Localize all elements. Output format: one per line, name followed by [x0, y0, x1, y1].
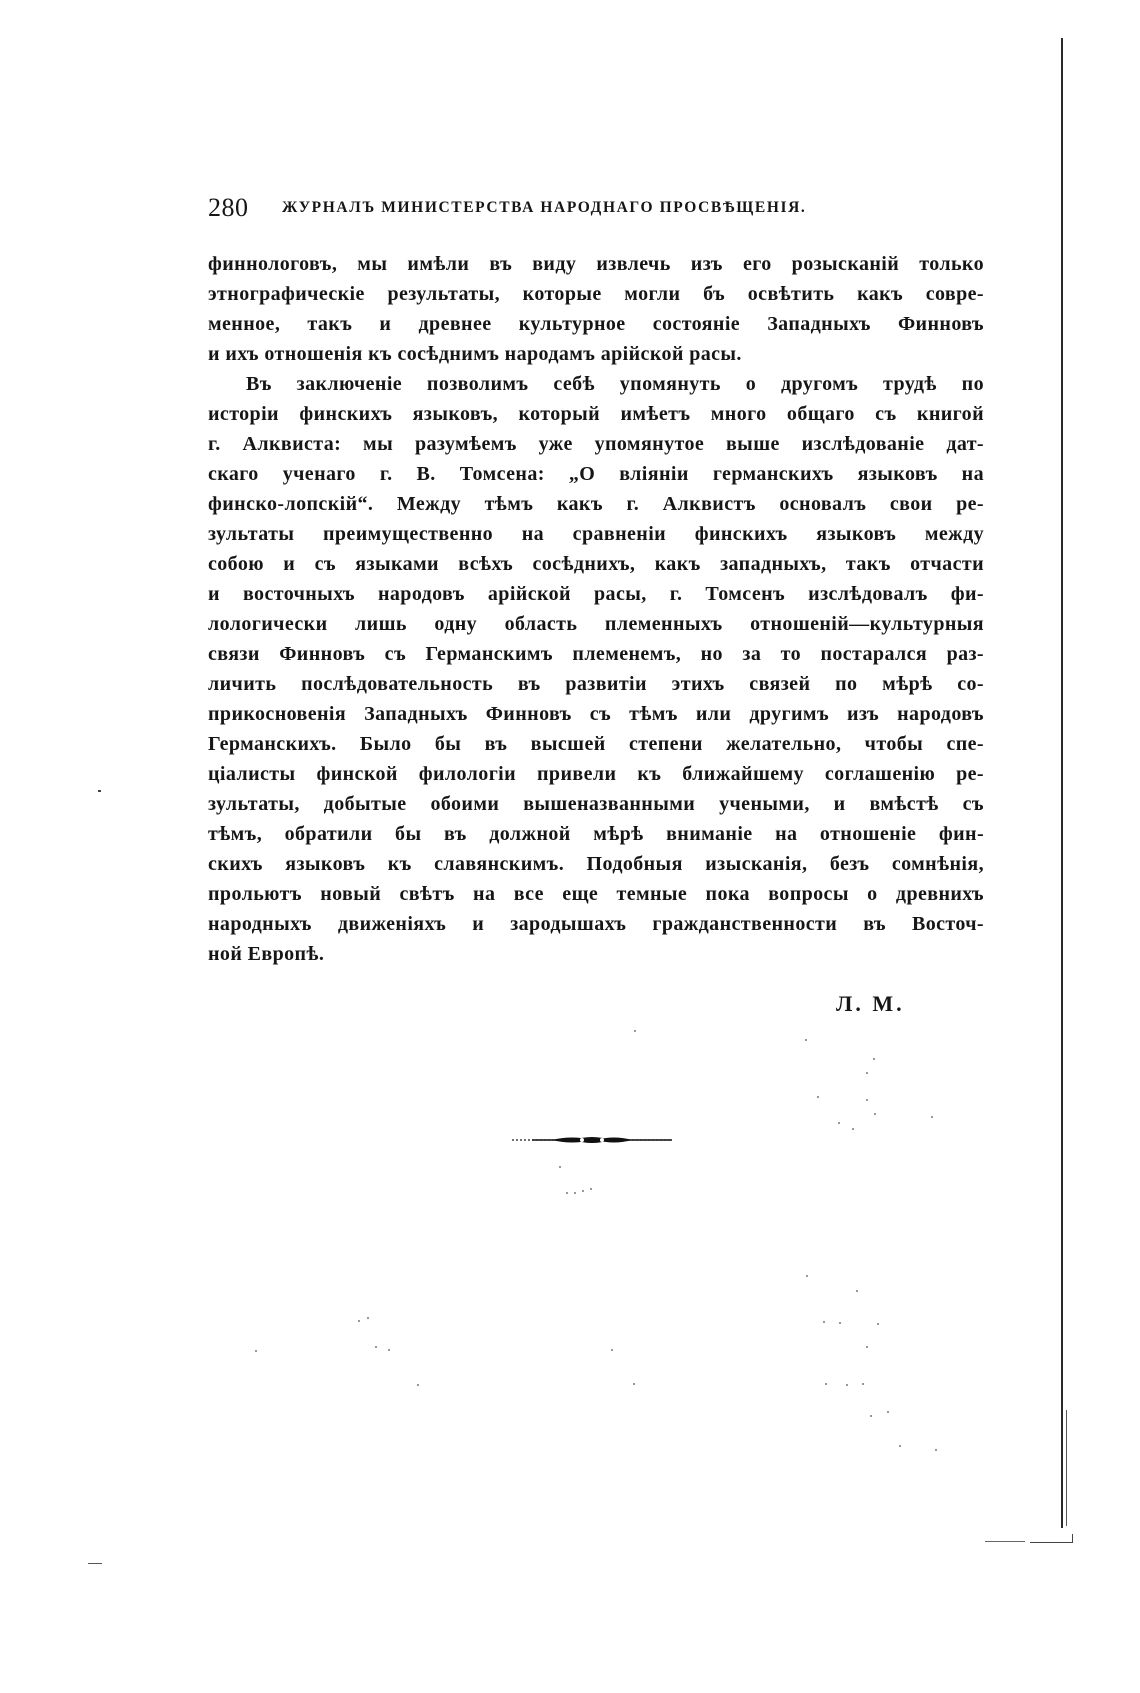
scan-speck — [825, 1383, 827, 1385]
page-number: 280 — [208, 193, 249, 222]
margin-tick — [88, 1563, 102, 1564]
scan-speck — [870, 1415, 872, 1417]
text-line: народныхъ движеніяхъ и зародышахъ гражданственности въ Восточ- — [208, 913, 984, 935]
scan-speck — [877, 1323, 879, 1325]
text-line: и восточныхъ народовъ арійской расы, г. Томсенъ изслѣдовалъ фи- — [208, 583, 984, 605]
scan-speck — [852, 1128, 854, 1130]
text-line: менное, такъ и древнее культурное состояніе Западныхъ Финновъ — [208, 313, 984, 335]
scan-speck — [255, 1350, 257, 1352]
scan-speck — [367, 1317, 369, 1319]
scan-speck — [375, 1346, 377, 1348]
text-line: прикосновенія Западныхъ Финновъ съ тѣмъ или другимъ изъ народовъ — [208, 703, 984, 725]
text-line: зультаты, добытые обоими вышеназванными учеными, и вмѣстѣ съ — [208, 793, 984, 815]
scan-speck — [856, 1290, 858, 1292]
scan-speck — [899, 1445, 901, 1447]
corner-crop-mark-secondary — [985, 1541, 1025, 1542]
scan-speck — [866, 1099, 868, 1101]
paragraph-1 — [208, 249, 984, 369]
scan-speck — [806, 1275, 808, 1277]
corner-crop-mark — [1030, 1534, 1073, 1543]
ornament-eye-right — [600, 1138, 604, 1142]
page-edge-line-secondary — [1066, 1410, 1067, 1526]
running-header — [208, 193, 988, 223]
text-line: скаго ученаго г. В. Томсена: „О вліяніи германскихъ языковъ на — [208, 463, 984, 485]
scan-speck — [846, 1384, 848, 1386]
text-line: связи Финновъ съ Германскимъ племенемъ, но за то постарался раз- — [208, 643, 984, 665]
scan-speck — [634, 1030, 636, 1032]
text-line: исторіи финскихъ языковъ, который имѣетъ много общаго съ книгой — [208, 403, 984, 425]
text-line: г. Алквиста: мы разумѣемъ уже упомянутое выше изслѣдованіе дат- — [208, 433, 984, 455]
scan-speck — [358, 1320, 360, 1322]
scan-speck — [874, 1113, 876, 1115]
text-line: финско-лопскій“. Между тѣмъ какъ г. Алквистъ основалъ свои ре- — [208, 493, 984, 515]
scan-speck — [839, 1322, 841, 1324]
text-line: финнологовъ, мы имѣли въ виду извлечь изъ его розысканій только — [208, 253, 984, 275]
scan-speck — [838, 1122, 840, 1124]
scan-speck — [817, 1096, 819, 1098]
text-line: ціалисты финской филологіи привели къ ближайшему соглашенію ре- — [208, 763, 984, 785]
text-line: и ихъ отношенія къ сосѣднимъ народамъ арійской расы. — [208, 343, 742, 365]
scan-speck — [611, 1349, 613, 1351]
scan-speck — [866, 1072, 868, 1074]
end-ornament-divider — [512, 1133, 672, 1147]
scan-speck — [823, 1321, 825, 1323]
text-line: личить послѣдовательность въ развитіи этихъ связей по мѣрѣ со- — [208, 673, 984, 695]
text-line: собою и съ языками всѣхъ сосѣднихъ, какъ западныхъ, такъ отчасти — [208, 553, 984, 575]
scan-speck — [559, 1166, 561, 1168]
scan-speck — [590, 1188, 592, 1190]
scan-speck — [866, 1346, 868, 1348]
paragraph-2 — [208, 369, 984, 969]
scan-speck — [574, 1192, 576, 1194]
text-line: тѣмъ, обратили бы въ должной мѣрѣ вниманіе на отношеніе фин- — [208, 823, 984, 845]
text-line: Германскихъ. Было бы въ высшей степени желательно, чтобы спе- — [208, 733, 984, 755]
text-line: лологически лишь одну область племенныхъ отношеній—культурныя — [208, 613, 984, 635]
ornament-eye-left — [580, 1138, 584, 1142]
scan-speck — [633, 1383, 635, 1385]
scan-speck — [862, 1383, 864, 1385]
text-line: ной Европѣ. — [208, 943, 325, 965]
text-line: Въ заключеніе позволимъ себѣ упомянуть о другомъ трудѣ по — [246, 373, 984, 395]
scan-speck — [935, 1449, 937, 1451]
scan-speck — [931, 1116, 933, 1118]
scan-speck — [417, 1384, 419, 1386]
scan-speck — [805, 1039, 807, 1041]
page-edge-line — [1061, 38, 1063, 1528]
running-title: ЖУРНАЛЪ МИНИСТЕРСТВА НАРОДНАГО ПРОСВѢЩЕНІЯ. — [282, 199, 807, 216]
text-line: зультаты преимущественно на сравненіи финскихъ языковъ между — [208, 523, 984, 545]
scan-speck — [566, 1192, 568, 1194]
body-text — [208, 249, 984, 969]
text-line: этнографическіе результаты, которые могли бъ освѣтить какъ совре- — [208, 283, 984, 305]
scan-speck — [582, 1190, 584, 1192]
text-line: скихъ языковъ къ славянскимъ. Подобныя изысканія, безъ сомнѣнія, — [208, 853, 984, 875]
text-line: прольютъ новый свѣтъ на все еще темные пока вопросы о древнихъ — [208, 883, 984, 905]
scan-speck — [388, 1349, 390, 1351]
margin-speck — [98, 790, 101, 792]
scan-speck — [887, 1411, 889, 1413]
author-signature: Л. М. — [836, 991, 905, 1016]
scan-speck — [873, 1058, 875, 1060]
